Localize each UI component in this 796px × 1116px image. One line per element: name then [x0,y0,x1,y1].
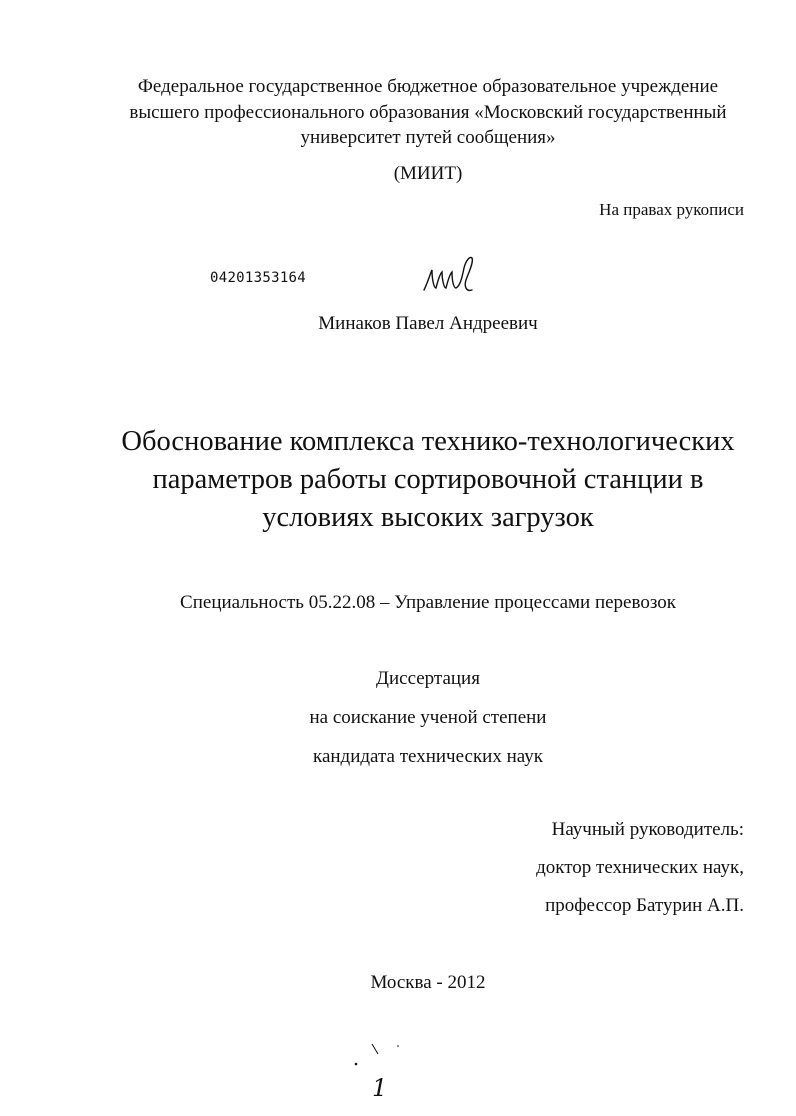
institution-line-1: Федеральное государственное бюджетное образовательное учреждение [137,76,719,97]
manuscript-note: На правах рукописи [599,200,744,219]
document-number: 04201353164 [210,270,307,286]
page-number-handwritten: 1 [372,1074,388,1102]
degree-purpose: на соискание ученой степени [309,707,547,728]
dissertation-title [0,423,796,537]
supervisor-label: Научный руководитель: [551,819,744,840]
title-line-2: параметров работы сортировочной станции в [152,464,704,495]
institution-abbreviation: (МИИТ) [393,163,463,184]
handwritten-marks [348,1038,408,1108]
institution-line-2: высшего профессионального образования «Московский государственный [129,101,727,123]
degree-field: кандидата технических наук [313,746,543,767]
title-line-1: Обоснование комплекса технико-технологических [121,426,735,457]
title-line-3: условиях высоких загрузок [262,502,594,533]
institution-name [0,74,796,151]
author-signature [420,250,480,300]
degree-type: Диссертация [376,668,480,689]
institution-line-3: университет путей сообщения» [300,127,556,148]
specialty: Специальность 05.22.08 – Управление процессами перевозок [180,592,676,613]
supervisor-degree: доктор технических наук, [536,857,744,878]
author-name: Минаков Павел Андреевич [318,313,538,334]
city-year: Москва - 2012 [370,972,486,993]
supervisor-name: профессор Батурин А.П. [545,895,744,916]
